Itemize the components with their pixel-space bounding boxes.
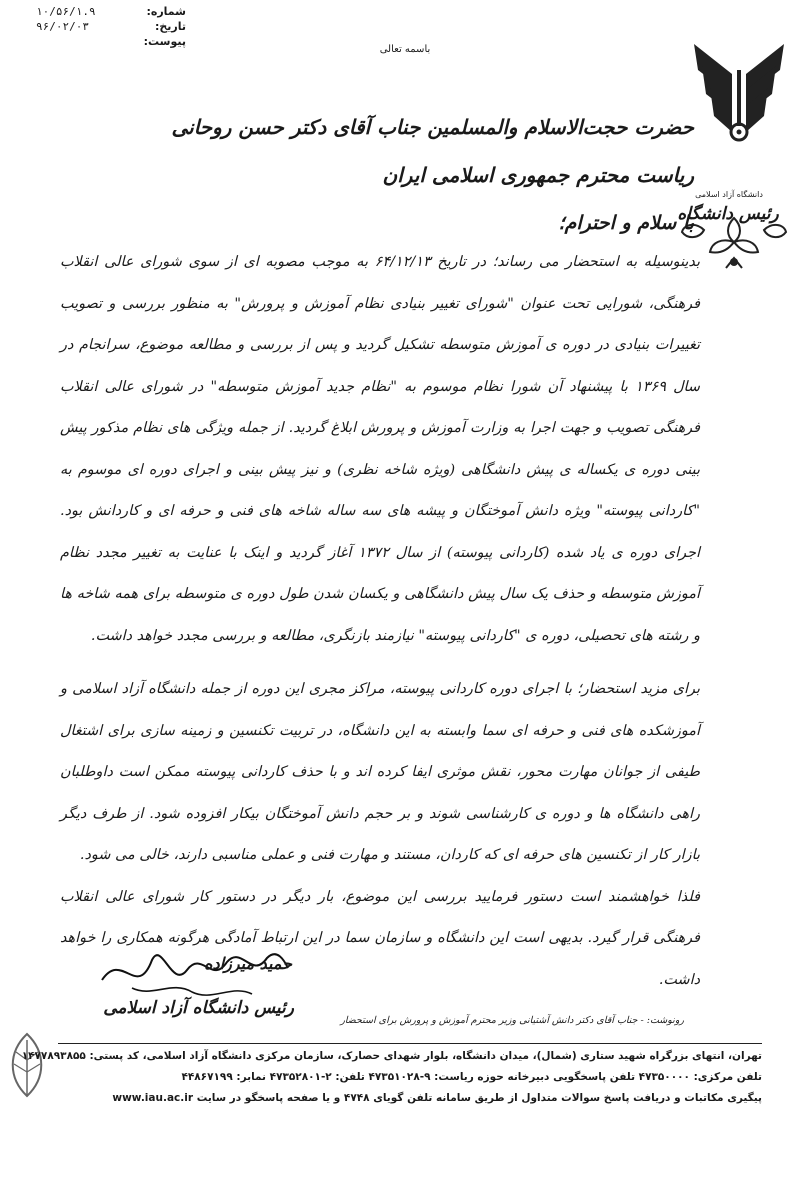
footer-website-link[interactable]: www.iau.ac.ir [112,1092,194,1104]
paragraph-1: بدینوسیله به استحضار می رساند؛ در تاریخ ۶۴/۱۲/۱۳ به موجب مصوبه ای از سوی شورای عالی انقلاب فرهنگی، شورایی تحت عنوان "شورای تغییر بنیادی نظام آموزش و پرورش" به منظور بررسی و تصویب تغییرات بنیادی در دوره ی آموزش متوسطه تشکیل گردید و پس از بررسی و مطالعه موضوع، سرانجام در سال ۱۳۶۹ با پیشنهاد آن شورا نظام موسوم به "نظام جدید آموزش متوسطه" در شورای عالی انقلاب فرهنگی تصویب و جهت اجرا به وزارت آموزش و پرورش ابلاغ گردید. از جمله ویژگی های نظام مذکور پیش بینی دوره ی یکساله ی پیش دانشگاهی (ویژه شاخه نظری) و نیز پیش بینی و اجرای دوره ای موسوم به "کاردانی پیوسته" ویژه دانش آموختگان و پیشه های سه ساله شاخه های فنی و حرفه ای و کاردانش بود. اجرای دوره ی یاد شده (کاردانی پیوسته) از سال ۱۳۷۲ آغاز گردید و اینک با عنایت به تغییر مجدد نظام آموزش متوسطه و حذف یک سال پیش دانشگاهی و یکسان شدن طول دوره ی متوسطه برای همه شاخه ها و رشته های تحصیلی، دوره ی "کاردانی پیوسته" نیازمند بازنگری، مطالعه و بررسی مجدد خواهد داشت. [60,254,701,644]
letter-meta [36,4,186,49]
date-label: تاریخ: [154,20,186,33]
signatory-name: حمید میرزاده [204,954,292,973]
number-label: شماره: [146,5,186,18]
salutation: با سلام و احترام؛ [558,212,694,234]
attachment-row [36,34,186,49]
bismillah: باسمه تعالی [379,44,431,55]
signatory-title: رئیس دانشگاه آزاد اسلامی [103,998,294,1018]
logo-subtitle: دانشگاه آزاد اسلامی [695,190,763,199]
university-emblem-icon [684,36,794,156]
addressee-line2: ریاست محترم جمهوری اسلامی ایران [382,163,694,187]
footer-web-suffix: و یا صفحه پاسخگو در سایت [196,1092,341,1104]
university-logo [677,36,794,224]
paragraph-3: فلذا خواهشمند است دستور فرمایید بررسی این موضوع، بار دیگر در دستور کار شورای عالی انقلاب فرهنگی قرار گیرد. بدیهی است این دانشگاه و سازمان سما در این ارتباط آمادگی هرگونه همکاری را خواهد داشت. [60,888,700,988]
number-row [36,4,186,19]
attachment-label: پیوست: [143,35,186,48]
footer-phones: تلفن مرکزی: ۴۷۳۵۰۰۰۰ تلفن پاسخگویی دبیرخانه حوزه ریاست: ۹-۴۷۳۵۱۰۲۸ تلفن: ۲-۴۷۳۵۲۸۰۱ نمابر: ۴۴۸۶۷۱۹۹ [181,1071,762,1083]
footer-divider [58,1043,762,1044]
letter-footer [21,1046,762,1109]
logo-caption: رئیس دانشگاه [677,204,779,224]
addressee-line1: حضرت حجت‌الاسلام والمسلمین جناب آقای دکتر حسن روحانی [171,115,694,139]
copy-note: رونوشت: - جناب آقای دکتر دانش آشتیانی وزیر محترم آموزش و پرورش برای استحضار [340,1015,684,1026]
footer-address: تهران، انتهای بزرگراه شهید ستاری (شمال)، میدان دانشگاه، بلوار شهدای حصارک، سازمان مرکزی دانشگاه آزاد اسلامی، کد پستی: ۱۴۷۷۸۹۳۸۵۵ [21,1050,762,1062]
letter-body [60,112,700,1001]
footer-web-number: ۴۷۴۸ [343,1092,370,1104]
date-value: ۹۶/۰۲/۰۳ [36,20,89,33]
paragraph-2: برای مزید استحضار؛ با اجرای دوره کاردانی پیوسته، مراکز مجری این دوره از جمله دانشگاه آزاد اسلامی و آموزشکده های فنی و حرفه ای سما وابسته به این دانشگاه، در تربیت تکنسین و زمینه سازی برای اشتغال طیفی از جوانان مهارت محور، نقش موثری ایفا کرده اند و با حذف کاردانی پیوسته ممکن است داوطلبان راهی دانشگاه ها و دوره ی کارشناسی شوند و بر حجم دانش آموختگان بیکار افزوده شود. از طرف دیگر بازار کار از تکنسین های حرفه ای که کاردان، مستند و مهارت فنی و عملی مناسبی دارند، خالی می شود. [60,681,700,863]
footer-web [58,1088,762,1109]
date-row [36,19,186,34]
number-value: ۱۰/۵۶/۱.۹ [36,5,96,18]
footer-web-prefix: پیگیری مکاتبات و دریافت پاسخ سوالات متداول از طریق سامانه تلفن گویای [373,1092,762,1104]
